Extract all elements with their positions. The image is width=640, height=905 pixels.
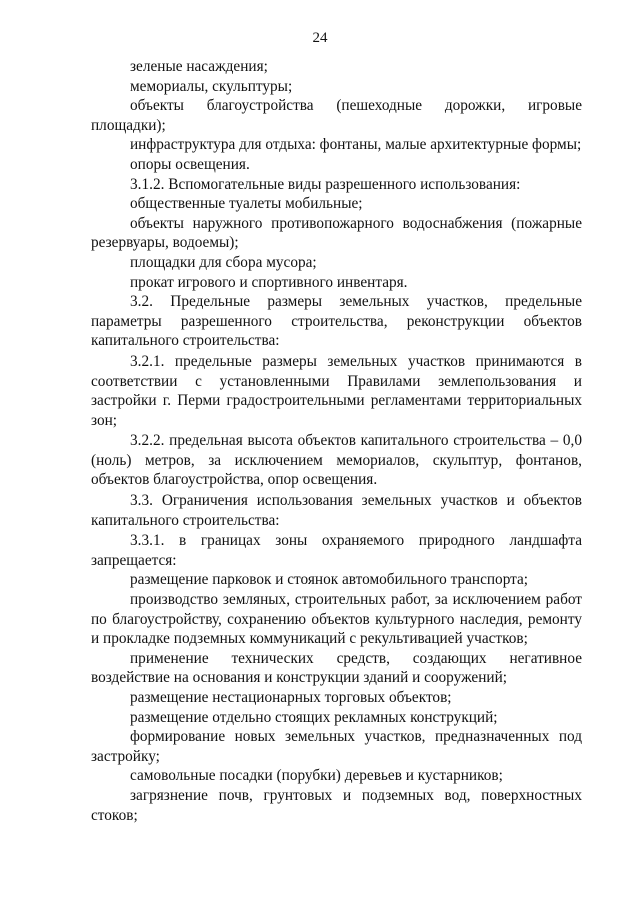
paragraph-3-3-heading: 3.3. Ограничения использования земельных участков и объектов капитального строительства:	[91, 492, 582, 529]
paragraph-new-land-plots: формирование новых земельных участков, предназначенных под застройку;	[91, 728, 582, 765]
paragraph-technical-means: применение технических средств, создающих негативное воздействие на основания и конструкции зданий и сооружений;	[91, 649, 582, 687]
paragraph-3-1-2-heading: 3.1.2. Вспомогательные виды разрешенного использования:	[130, 175, 521, 193]
document-body	[91, 57, 582, 825]
paragraph-equipment-rental: прокат игрового и спортивного инвентаря.	[130, 273, 408, 291]
paragraph-non-stationary-trade: размещение нестационарных торговых объектов;	[130, 689, 452, 706]
paragraph-public-toilets: общественные туалеты мобильные;	[130, 195, 363, 213]
paragraph-unauthorized-planting: самовольные посадки (порубки) деревьев и кустарников;	[130, 767, 503, 785]
paragraph-fire-water-supply: объекты наружного противопожарного водоснабжения (пожарные резервуары, водоемы);	[91, 214, 582, 252]
paragraph-advertising-structures: размещение отдельно стоящих рекламных конструкций;	[130, 708, 498, 726]
paragraph-waste-sites: площадки для сбора мусора;	[130, 253, 317, 271]
paragraph-3-3-1: 3.3.1. в границах зоны охраняемого природного ландшафта запрещается:	[91, 532, 582, 569]
paragraph-recreation-infrastructure: инфраструктура для отдыха: фонтаны, малые архитектурные формы;	[130, 136, 582, 154]
paragraph-landscaping-objects: объекты благоустройства (пешеходные дорожки, игровые площадки);	[91, 97, 582, 134]
paragraph-memorials: мемориалы, скульптуры;	[130, 77, 293, 95]
paragraph-3-2-1: 3.2.1. предельные размеры земельных участков принимаются в соответствии с установленными Правилами землепользования и застройки г. Перми градостроительными регламентами территориальных зон;	[91, 352, 582, 429]
paragraph-earthworks: производство земляных, строительных работ, за исключением работ по благоустройству, сохранению объектов культурного наследия, ремонту и прокладке подземных коммуникаций с рекультивацией участков;	[91, 591, 582, 648]
page-number: 24	[312, 30, 328, 46]
paragraph-3-2-heading: 3.2. Предельные размеры земельных участков, предельные параметры разрешенного строительства, реконструкции объектов капитального строительства:	[91, 293, 582, 350]
paragraph-lighting-poles: опоры освещения.	[130, 155, 250, 173]
paragraph-pollution: загрязнение почв, грунтовых и подземных вод, поверхностных стоков;	[91, 786, 582, 824]
paragraph-green-spaces: зеленые насаждения;	[130, 58, 268, 75]
paragraph-parking: размещение парковок и стоянок автомобильного транспорта;	[130, 571, 529, 589]
paragraph-3-2-2: 3.2.2. предельная высота объектов капитального строительства – 0,0 (ноль) метров, за исключением мемориалов, скульптур, фонтанов, объектов благоустройства, опор освещения.	[91, 432, 582, 489]
